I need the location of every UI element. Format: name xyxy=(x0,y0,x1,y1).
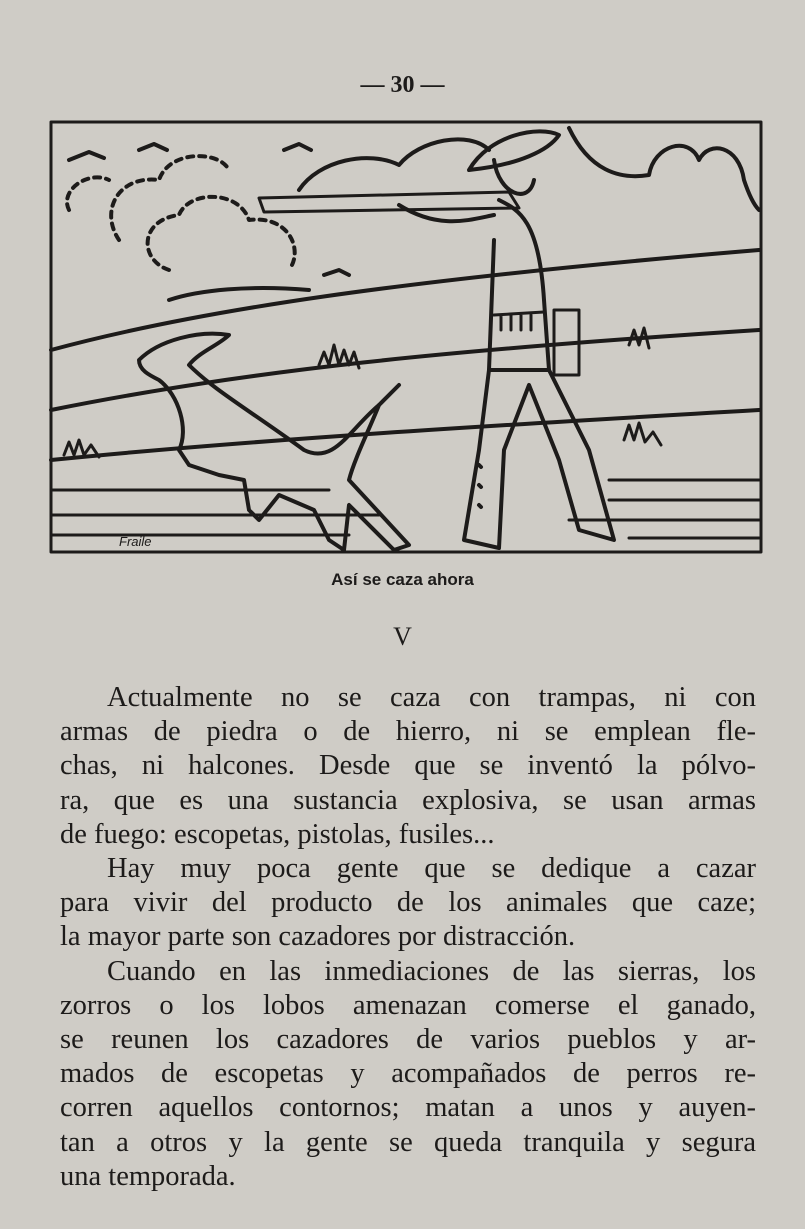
text-line: de fuego: escopetas, pistolas, fusiles... xyxy=(60,818,495,850)
boot-buttons xyxy=(479,465,481,507)
text-line: ra, que es una sustancia explosiva, se usan armas xyxy=(60,784,756,816)
page-number: — 30 — xyxy=(360,72,445,98)
text-line: zorros o los lobos amenazan comerse el ganado, xyxy=(60,989,756,1021)
rifle xyxy=(259,192,519,212)
smoke-puff xyxy=(148,197,295,270)
text-line: se reunen los cazadores de varios pueblos y ar- xyxy=(60,1024,756,1056)
cloud xyxy=(569,128,759,210)
bird xyxy=(284,144,311,150)
cartridge-belt xyxy=(494,312,544,330)
bird xyxy=(324,270,349,275)
text-line: Cuando en las inmediaciones de las sierras, los xyxy=(107,955,756,987)
text-line: mados de escopetas y acompañados de perros re- xyxy=(60,1058,756,1090)
illustrator-signature: Fraile xyxy=(119,534,152,549)
text-line: una temporada. xyxy=(60,1160,236,1192)
paragraph xyxy=(60,955,756,1194)
body-text xyxy=(60,681,756,1194)
section-numeral: V xyxy=(393,622,412,651)
hill-line xyxy=(51,410,759,460)
text-line: armas de piedra o de hierro, ni se emplean fle- xyxy=(60,716,756,748)
text-line: Hay muy poca gente que se dedique a cazar xyxy=(107,853,756,885)
text-line: Actualmente no se caza con trampas, ni con xyxy=(107,682,756,713)
hunting-illustration xyxy=(49,120,763,554)
text-line: chas, ni halcones. Desde que se inventó la pólvo- xyxy=(60,750,756,782)
bird xyxy=(69,152,104,160)
cloud xyxy=(299,139,489,190)
bush xyxy=(624,423,661,445)
text-line: la mayor parte son cazadores por distracción. xyxy=(60,921,576,953)
smoke-puff xyxy=(67,177,109,210)
dog-tail xyxy=(379,385,399,405)
hill-line xyxy=(51,330,759,410)
paragraph xyxy=(60,852,756,955)
hunter-hat xyxy=(469,131,559,170)
hill-line xyxy=(169,288,309,300)
paragraph xyxy=(60,681,756,852)
bird xyxy=(139,144,167,150)
text-line: tan a otros y la gente se queda tranquila y segura xyxy=(60,1126,756,1158)
text-line: corren aquellos contornos; matan a unos y auyen- xyxy=(60,1092,756,1124)
figure-caption: Así se caza ahora xyxy=(331,570,474,589)
ground-lines xyxy=(51,480,759,538)
text-line: para vivir del producto de los animales que caze; xyxy=(60,887,756,919)
